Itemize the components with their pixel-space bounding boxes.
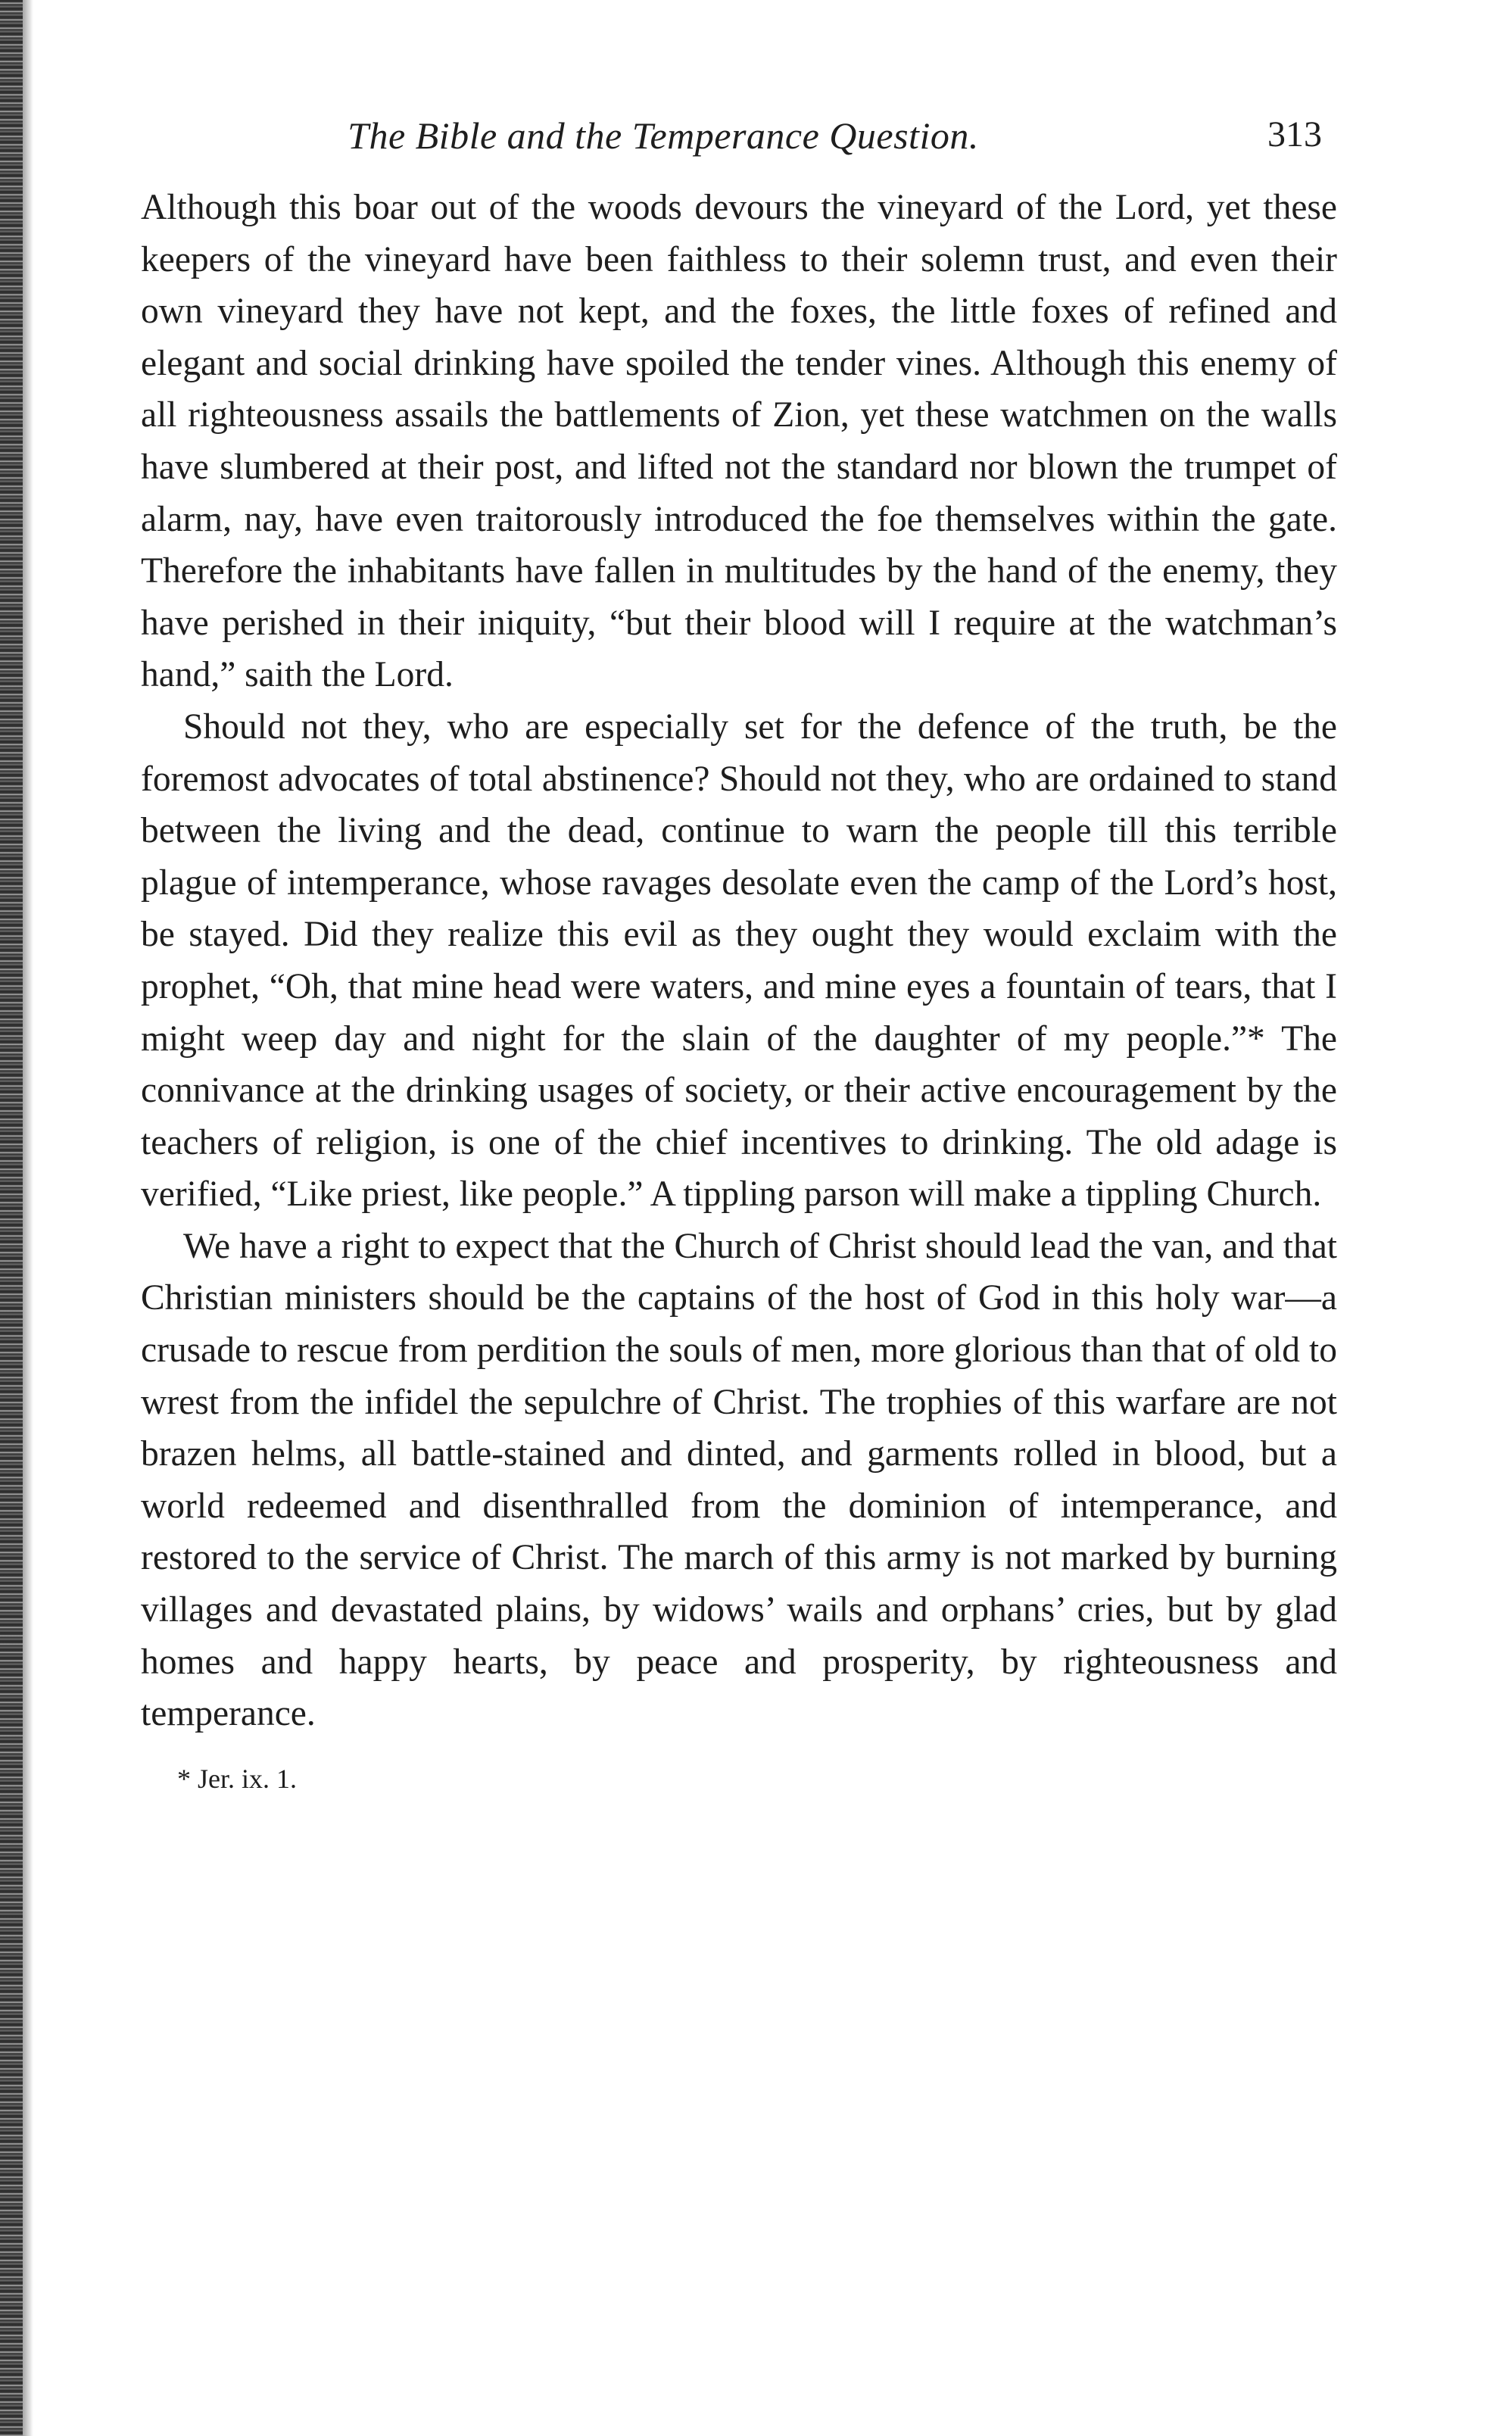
footnote: * Jer. ix. 1. [177, 1763, 297, 1794]
book-page [141, 114, 1337, 1795]
paragraph-2: Should not they, who are especially set for the defence of the truth, be the foremost advocates of total abstinence? Should not they, who are ordained to stand between the living and the dead, continue to warn the people till this terrible plague of intemperance, whose ravages desolate even the camp of the Lord’s host, be stayed. Did they realize this evil as they ought they would exclaim with the prophet, “Oh, that mine head were waters, and mine eyes a fountain of tears, that I might weep day and night for the slain of the daughter of my people.”* The connivance at the drinking usages of society, or their active encouragement by the teachers of religion, is one of the chief incentives to drinking. The old adage is verified, “Like priest, like people.” A tippling parson will make a tippling Church. [141, 706, 1337, 1215]
book-binding-edge [0, 0, 23, 2436]
binding-shadow [23, 0, 33, 2436]
paragraph-3: We have a right to expect that the Church of Christ should lead the van, and that Christian ministers should be the captains of the host of God in this holy war—a crusade to rescue from perdition the souls of men, more glorious than that of old to wrest from the infidel the sepulchre of Christ. The trophies of this warfare are not brazen helms, all battle-stained and dinted, and garments rolled in blood, but a world redeemed and disenthralled from the dominion of intemperance, and restored to the service of Christ. The march of this army is not marked by burning villages and devastated plains, by widows’ wails and orphans’ cries, but by glad homes and happy hearts, by peace and prosperity, by righteousness and temperance. [141, 1226, 1337, 1734]
running-head [141, 114, 1337, 168]
body-text [141, 182, 1337, 1740]
running-title: The Bible and the Temperance Question. [348, 114, 979, 157]
page-number: 313 [1267, 114, 1322, 154]
paragraph-1: Although this boar out of the woods devours the vineyard of the Lord, yet these keepers of the vineyard have been faithless to their solemn trust, and even their own vineyard they have not kept, and the foxes, the little foxes of refined and elegant and social drinking have spoiled the tender vines. Although this enemy of all righteousness assails the battlements of Zion, yet these watchmen on the walls have slumbered at their post, and lifted not the standard nor blown the trumpet of alarm, nay, have even traitorously introduced the foe themselves within the gate. Therefore the inhabitants have fallen in multitudes by the hand of the enemy, they have perished in their iniquity, “but their blood will I require at the watchman’s hand,” saith the Lord. [141, 188, 1337, 695]
